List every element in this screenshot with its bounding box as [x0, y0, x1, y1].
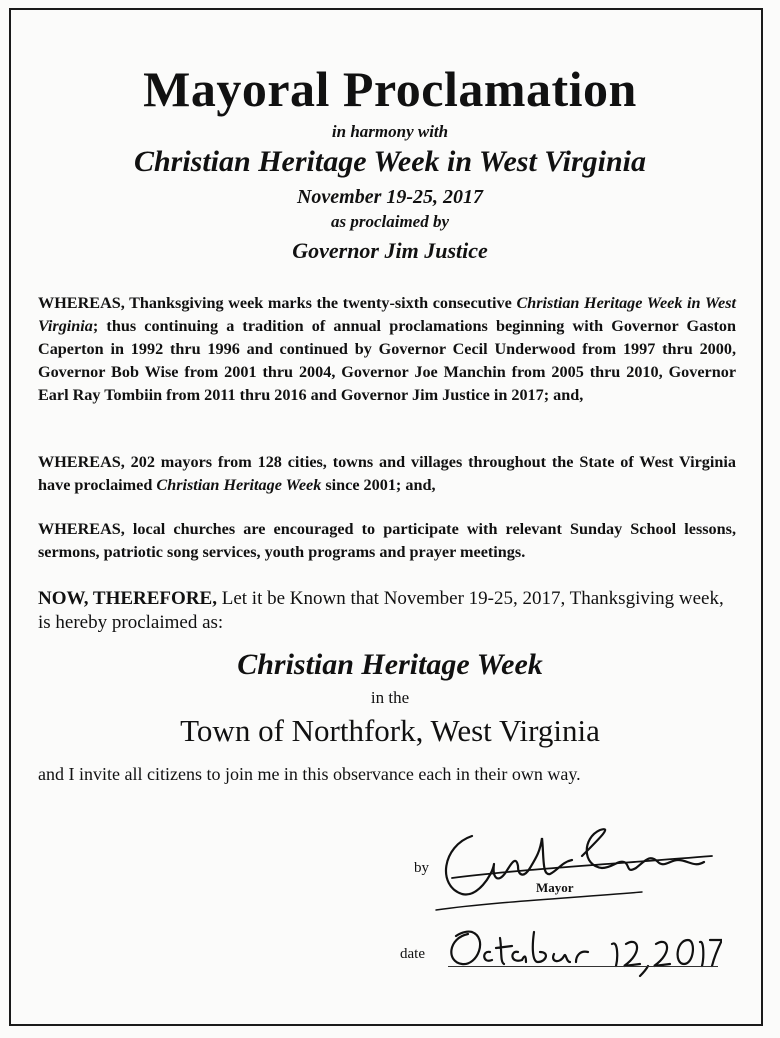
event-title: Christian Heritage Week in West Virginia — [133, 145, 647, 178]
whereas-text: since 2001; and, — [321, 476, 436, 494]
whereas-lead: WHEREAS, — [38, 520, 125, 538]
mayor-label: Mayor — [536, 880, 574, 895]
whereas-lead: WHEREAS, — [38, 294, 125, 312]
whereas-lead: WHEREAS, — [38, 453, 125, 471]
whereas-text: ; thus continuing a tradition of annual proclamations beginning with Governor Gaston Caperton in 1992 thru 1996 and continued by Governor Cecil Underwood from 1997 thru 2000, Governor Bob Wise from 2001 thru 2004, Governor Joe Manchin from 2005 thru 2010, Governor Earl Ray Tombiin from 2011 thru 2016 and Governor Jim Justice in 2017; and, — [38, 317, 736, 404]
governor-name: Governor Jim Justice — [292, 238, 488, 263]
now-therefore-paragraph — [38, 587, 738, 635]
whereas-paragraph-1 — [38, 292, 736, 407]
in-the-text: in the — [370, 688, 410, 707]
date-label: date — [400, 946, 425, 962]
proclaimed-week-name: Christian Heritage Week — [237, 648, 543, 681]
whereas-text: 202 mayors from 128 cities, towns and villages throughout the State of West Virginia have proclaimed — [38, 453, 736, 494]
whereas-paragraph-3 — [38, 518, 736, 564]
event-dates: November 19-25, 2017 — [296, 186, 484, 208]
mayor-signature — [432, 816, 722, 916]
town-name: Town of Northfork, West Virginia — [180, 713, 600, 748]
in-harmony-text: in harmony with — [331, 122, 449, 141]
whereas-text: local churches are encouraged to participate with relevant Sunday School lessons, sermons, patriotic song services, youth programs and prayer meetings. — [38, 520, 736, 561]
whereas-emphasis: Christian Heritage Week — [156, 476, 322, 494]
handwritten-date — [442, 918, 722, 978]
proclaimed-by-text: as proclaimed by — [330, 212, 450, 231]
date-line — [448, 966, 718, 967]
document-title: Mayoral Proclamation — [143, 61, 637, 117]
whereas-text: Thanksgiving week marks the twenty-sixth consecutive — [124, 294, 517, 312]
invitation-text: and I invite all citizens to join me in this observance each in their own way. — [38, 764, 581, 784]
now-therefore-text: Let it be Known that November 19-25, 2017, Thanksgiving week, is hereby proclaimed as: — [38, 588, 724, 633]
by-label: by — [414, 860, 429, 876]
now-therefore-lead: NOW, THEREFORE, — [38, 588, 217, 609]
whereas-paragraph-2 — [38, 451, 736, 497]
whereas-emphasis: Christian Heritage Week in West Virginia — [38, 294, 737, 335]
